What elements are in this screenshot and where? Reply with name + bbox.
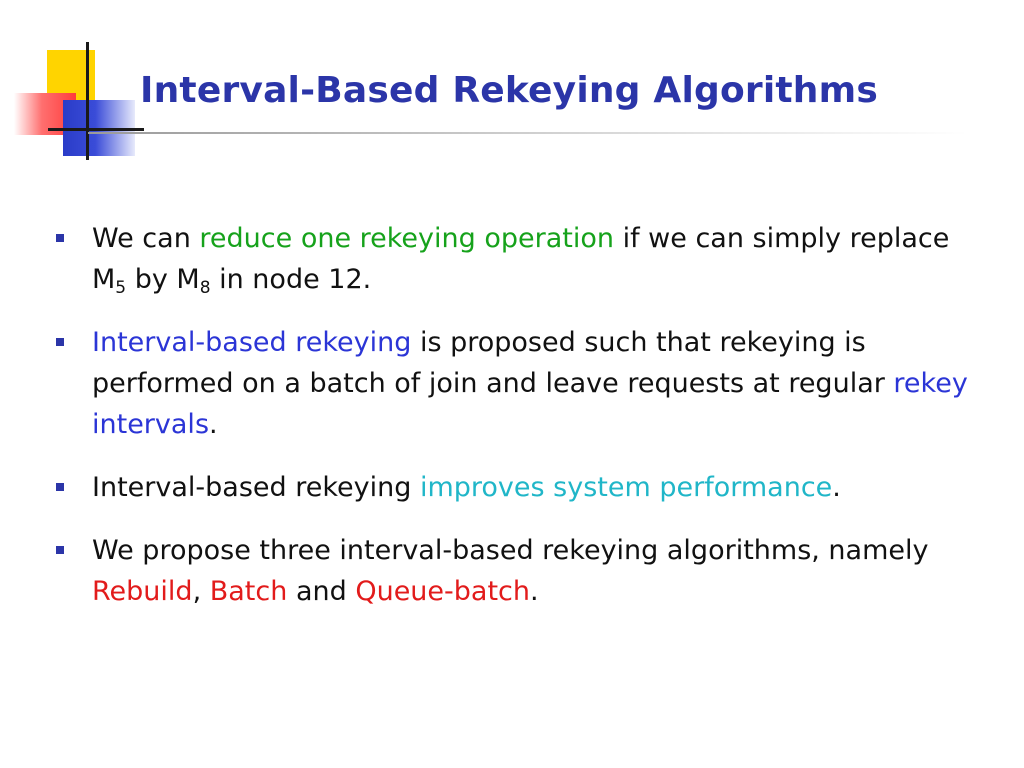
bullet-text-segment: reduce one rekeying operation	[199, 223, 614, 254]
bullet-text-segment: improves system performance	[419, 472, 833, 503]
bullet-item	[52, 322, 982, 445]
bullet-marker-icon	[56, 546, 64, 554]
subscript-text: 8	[199, 278, 211, 298]
bullet-text-segment: Batch	[209, 576, 288, 607]
bullet-text-segment: Rebuild	[92, 576, 193, 607]
bullet-item	[52, 467, 982, 508]
bullet-marker-icon	[56, 338, 64, 346]
bullet-text-segment: .	[832, 472, 841, 503]
bullet-text-segment: Interval-based rekeying	[92, 472, 420, 503]
bullet-text-segment: in node 12.	[210, 264, 372, 295]
bullet-text-segment: .	[530, 576, 539, 607]
horizontal-line	[48, 128, 144, 131]
bullet-list	[52, 218, 982, 634]
bullet-text-segment: We propose three interval-based rekeying algorithms, namely	[92, 535, 929, 566]
bullet-text-segment: and	[287, 576, 356, 607]
bullet-item	[52, 530, 982, 612]
bullet-text-segment: if we can simply replace M	[92, 223, 950, 295]
bullet-text-segment: Interval-based rekeying	[92, 327, 412, 358]
bullet-text-segment: .	[209, 409, 218, 440]
subscript-text: 5	[115, 278, 127, 298]
title-divider	[88, 132, 968, 134]
bullet-text-segment: Queue-batch	[355, 576, 530, 607]
bullet-marker-icon	[56, 483, 64, 491]
bullet-text-segment: rekey intervals	[92, 368, 968, 440]
decorative-logo	[0, 0, 150, 170]
bullet-marker-icon	[56, 234, 64, 242]
slide-title: Interval-Based Rekeying Algorithms	[140, 70, 878, 111]
bullet-text-segment: ,	[192, 576, 210, 607]
bullet-text-segment: is proposed such that rekeying is performed on a batch of join and leave requests at regular	[92, 327, 894, 399]
bullet-text-segment: by M	[126, 264, 200, 295]
vertical-line	[86, 42, 89, 160]
bullet-text-segment: We can	[92, 223, 200, 254]
bullet-item	[52, 218, 982, 300]
